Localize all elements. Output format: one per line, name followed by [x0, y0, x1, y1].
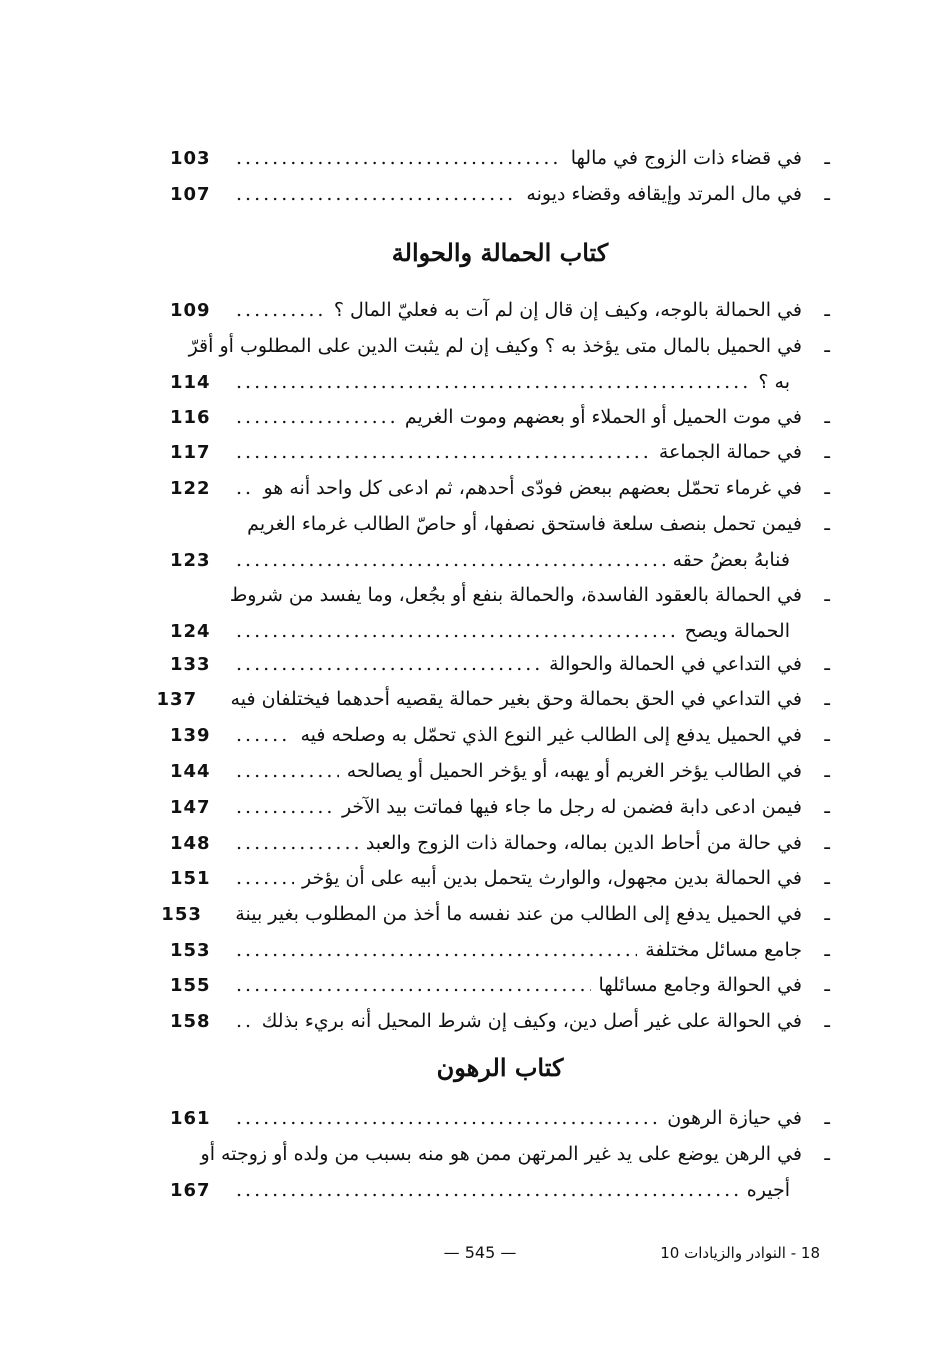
page-number: 123	[170, 550, 211, 571]
page-footer-number: — 545 —	[443, 1243, 517, 1262]
entry-title: في الحوالة وجامع مسائلها	[598, 974, 802, 996]
page-number: 147	[170, 797, 211, 818]
page-number: 155	[170, 975, 211, 996]
entry-title: في الحوالة على غير أصل دين، وكيف إن شرط المحيل أنه بريء بذلك	[261, 1010, 802, 1032]
section-heading: كتاب الرهون	[436, 1053, 564, 1082]
entry-title: في الحميل بالمال متى يؤخذ به ؟ وكيف إن لم يثبت الدين على المطلوب أو أقرّ	[188, 335, 802, 357]
leader-dots	[236, 825, 358, 861]
entry-title: في قضاء ذات الزوج في مالها	[570, 147, 802, 169]
dash-bullet: ـ	[824, 724, 830, 746]
entry-title: في الحميل يدفع إلى الطالب من عند نفسه ما أخذ من المطلوب بغير بينة	[235, 903, 802, 925]
dash-bullet: ـ	[824, 688, 830, 710]
toc-entry	[170, 646, 830, 682]
page-number: 124	[170, 621, 211, 642]
leader-dots	[236, 292, 326, 328]
dash-bullet: ـ	[824, 299, 830, 321]
entry-title: في التداعي في الحق بحمالة وحق بغير حمالة يقصيه أحدهما فيختلفان فيه	[230, 688, 802, 710]
toc-entry	[170, 577, 830, 649]
page-number: 109	[170, 300, 211, 321]
dash-bullet: ـ	[824, 939, 830, 961]
toc-entry	[170, 1136, 830, 1208]
toc-entry	[170, 140, 830, 176]
toc-entry	[170, 176, 830, 212]
entry-title: في حالة من أحاط الدين بماله، وحمالة ذات الزوج والعبد	[365, 832, 802, 854]
section-heading: كتاب الحمالة والحوالة	[391, 238, 609, 267]
leader-dots	[236, 789, 334, 825]
dash-bullet: ـ	[824, 1010, 830, 1032]
page-number: 107	[170, 184, 211, 205]
dash-bullet: ـ	[824, 653, 830, 675]
leader-dots	[236, 860, 294, 896]
dash-bullet: ـ	[824, 1143, 830, 1165]
toc-entry	[170, 506, 830, 578]
toc-entry	[170, 753, 830, 789]
page-number: 144	[170, 761, 211, 782]
dash-bullet: ـ	[824, 584, 830, 606]
entry-title: في الحمالة بالوجه، وكيف إن قال إن لم آت به فعليّ المال ؟	[333, 299, 802, 321]
page-number: 122	[170, 478, 211, 499]
dash-bullet: ـ	[824, 974, 830, 996]
leader-dots	[236, 1003, 254, 1039]
page-number: 103	[170, 148, 211, 169]
leader-dots	[236, 753, 339, 789]
leader-dots	[236, 613, 677, 649]
leader-dots	[236, 717, 292, 753]
leader-dots	[236, 1100, 659, 1136]
entry-title: في مال المرتد وإيقافه وقضاء ديونه	[526, 183, 802, 205]
toc-entry	[170, 717, 830, 753]
dash-bullet: ـ	[824, 147, 830, 169]
entry-title: في التداعي في الحمالة والحوالة	[549, 653, 802, 675]
toc-entry	[170, 860, 830, 896]
page-number: 153	[161, 904, 202, 925]
toc-entry	[170, 328, 830, 400]
page-number: 133	[170, 654, 211, 675]
page-number: 167	[170, 1180, 211, 1201]
page-number: 114	[170, 372, 211, 393]
leader-dots	[236, 176, 518, 212]
toc-entry	[170, 789, 830, 825]
dash-bullet: ـ	[824, 832, 830, 854]
entry-title: في الحميل يدفع إلى الطالب غير النوع الذي تحمّل به وصلحه فيه	[300, 724, 802, 746]
entry-title: في الحمالة بالعقود الفاسدة، والحمالة بنفع أو بجُعل، وما يفسد من شروط	[229, 584, 802, 606]
toc-entry	[170, 1003, 830, 1039]
toc-entry	[170, 825, 830, 861]
page-number: 116	[170, 407, 211, 428]
page-number: 139	[170, 725, 211, 746]
leader-dots	[236, 646, 541, 682]
dash-bullet: ـ	[824, 867, 830, 889]
page-number: 161	[170, 1108, 211, 1129]
dash-bullet: ـ	[824, 441, 830, 463]
dash-bullet: ـ	[824, 406, 830, 428]
leader-dots	[236, 967, 591, 1003]
toc-entry	[170, 434, 830, 470]
page-number: 137	[156, 689, 198, 710]
dash-bullet: ـ	[824, 335, 830, 357]
entry-title-continued: فنابهُ بعضُ حقه	[672, 549, 790, 571]
leader-dots	[236, 542, 665, 578]
entry-title: في غرماء تحمّل بعضهم ببعض فودّى أحدهم، ثم ادعى كل واحد أنه هو	[263, 477, 802, 499]
dash-bullet: ـ	[824, 477, 830, 499]
leader-dots	[236, 1172, 739, 1208]
entry-title: في الطالب يؤخر الغريم أو يهبه، أو يؤخر الحميل أو يصالحه	[346, 760, 802, 782]
toc-entry	[170, 292, 830, 328]
leader-dots	[236, 140, 563, 176]
leader-dots	[236, 364, 750, 400]
dash-bullet: ـ	[824, 1107, 830, 1129]
leader-dots	[236, 470, 255, 506]
entry-title-continued: أجيره	[746, 1179, 790, 1201]
dash-bullet: ـ	[824, 183, 830, 205]
page-number: 148	[170, 833, 211, 854]
entry-title-continued: به ؟	[758, 371, 790, 393]
leader-dots	[236, 399, 397, 435]
page-number: 153	[170, 940, 211, 961]
entry-title: جامع مسائل مختلفة	[645, 939, 802, 961]
toc-entry	[170, 932, 830, 968]
page-footer-series: 18 - النوادر والزيادات 10	[660, 1244, 820, 1262]
dash-bullet: ـ	[824, 796, 830, 818]
toc-entry	[170, 967, 830, 1003]
entry-title: في الرهن يوضع على يد غير المرتهن ممن هو منه بسبب من ولده أو زوجته أو	[200, 1143, 802, 1165]
entry-title: فيمن ادعى دابة فضمن له رجل ما جاء فيها فماتت بيد الآخر	[341, 796, 802, 818]
entry-title: في موت الحميل أو الحملاء أو بعضهم وموت الغريم	[404, 406, 802, 428]
dash-bullet: ـ	[824, 513, 830, 535]
page-number: 158	[170, 1011, 211, 1032]
entry-title: في حيازة الرهون	[667, 1107, 802, 1129]
dash-bullet: ـ	[824, 903, 830, 925]
toc-entry	[170, 470, 830, 506]
entry-title: في حمالة الجماعة	[658, 441, 802, 463]
leader-dots	[236, 434, 651, 470]
dash-bullet: ـ	[824, 760, 830, 782]
toc-entry	[170, 1100, 830, 1136]
page-number: 151	[170, 868, 211, 889]
entry-title-continued: الحمالة ويصح	[684, 620, 790, 642]
entry-title: فيمن تحمل بنصف سلعة فاستحق نصفها، أو حاصّ الطالب غرماء الغريم	[247, 513, 802, 535]
leader-dots	[236, 932, 637, 968]
entry-title: في الحمالة بدين مجهول، والوارث يتحمل بدين أبيه على أن يؤخر	[302, 867, 802, 889]
toc-entry	[161, 896, 830, 932]
toc-entry	[170, 399, 830, 435]
page-number: 117	[170, 442, 211, 463]
toc-entry	[156, 681, 830, 717]
